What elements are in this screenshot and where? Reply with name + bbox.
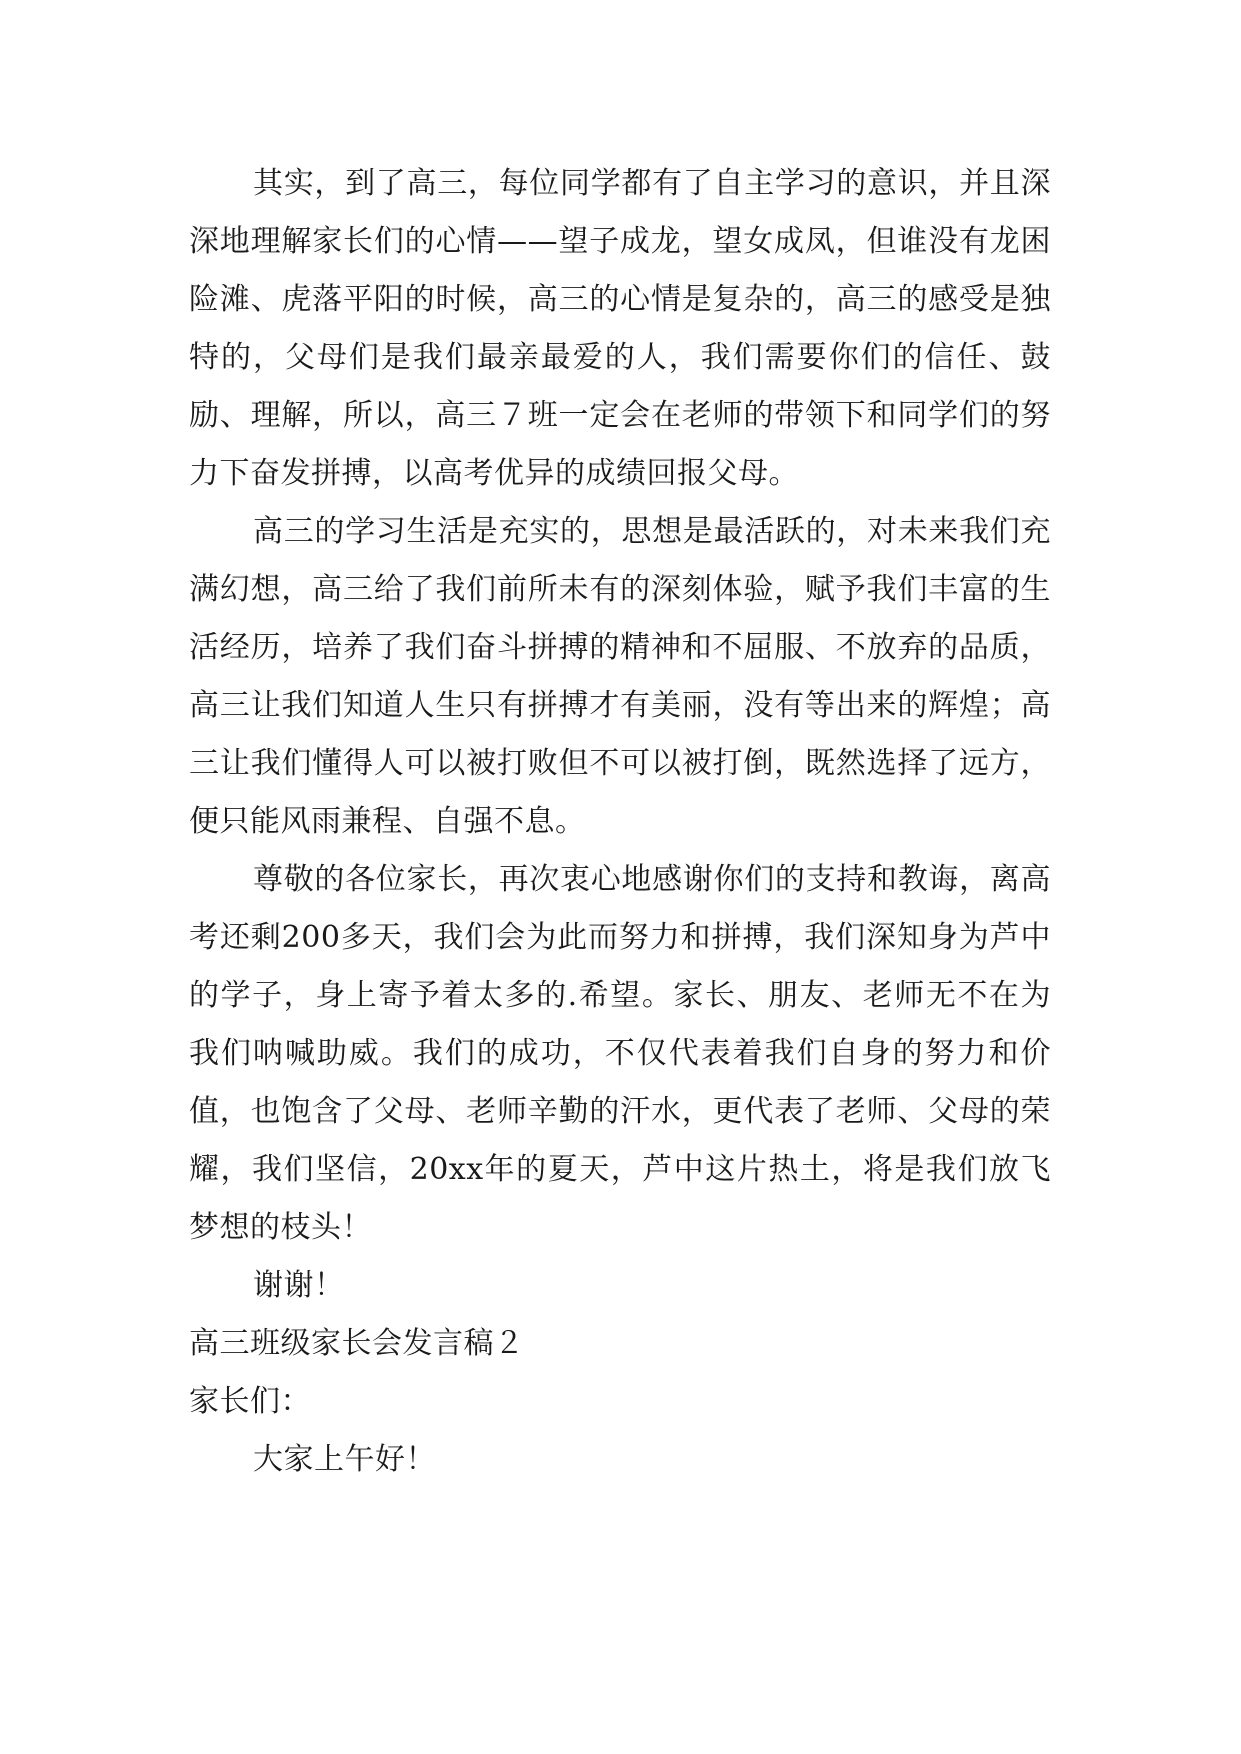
salutation: 家长们：: [189, 1384, 311, 1419]
document-body: [189, 155, 1051, 1489]
paragraph-3: 尊敬的各位家长，再次衷心地感谢你们的支持和教诲，离高考还剩200多天，我们会为此而努力和拼搏，我们深知身为芦中的学子，身上寄予着太多的.希望。家长、朋友、老师无不在为我们呐喊助威。我们的成功，不仅代表着我们自身的努力和价值，也饱含了父母、老师辛勤的汗水，更代表了老师、父母的荣耀，我们坚信，20xx年的夏天，芦中这片热土，将是我们放飞梦想的枝头！: [189, 862, 1051, 1245]
section-title: 高三班级家长会发言稿２: [189, 1326, 525, 1361]
thanks-line: 谢谢！: [253, 1268, 345, 1303]
paragraph-2: 高三的学习生活是充实的，思想是最活跃的，对未来我们充满幻想，高三给了我们前所未有的深刻体验，赋予我们丰富的生活经历，培养了我们奋斗拼搏的精神和不屈服、不放弃的品质，高三让我们知道人生只有拼搏才有美丽，没有等出来的辉煌；高三让我们懂得人可以被打败但不可以被打倒，既然选择了远方，便只能风雨兼程、自强不息。: [189, 514, 1051, 839]
paragraph-1: 其实，到了高三，每位同学都有了自主学习的意识，并且深深地理解家长们的心情——望子成龙，望女成凤，但谁没有龙困险滩、虎落平阳的时候，高三的心情是复杂的，高三的感受是独特的，父母们是我们最亲最爱的人，我们需要你们的信任、鼓励、理解，所以，高三７班一定会在老师的带领下和同学们的努力下奋发拼搏，以高考优异的成绩回报父母。: [189, 166, 1051, 491]
greeting: 大家上午好！: [253, 1442, 436, 1477]
